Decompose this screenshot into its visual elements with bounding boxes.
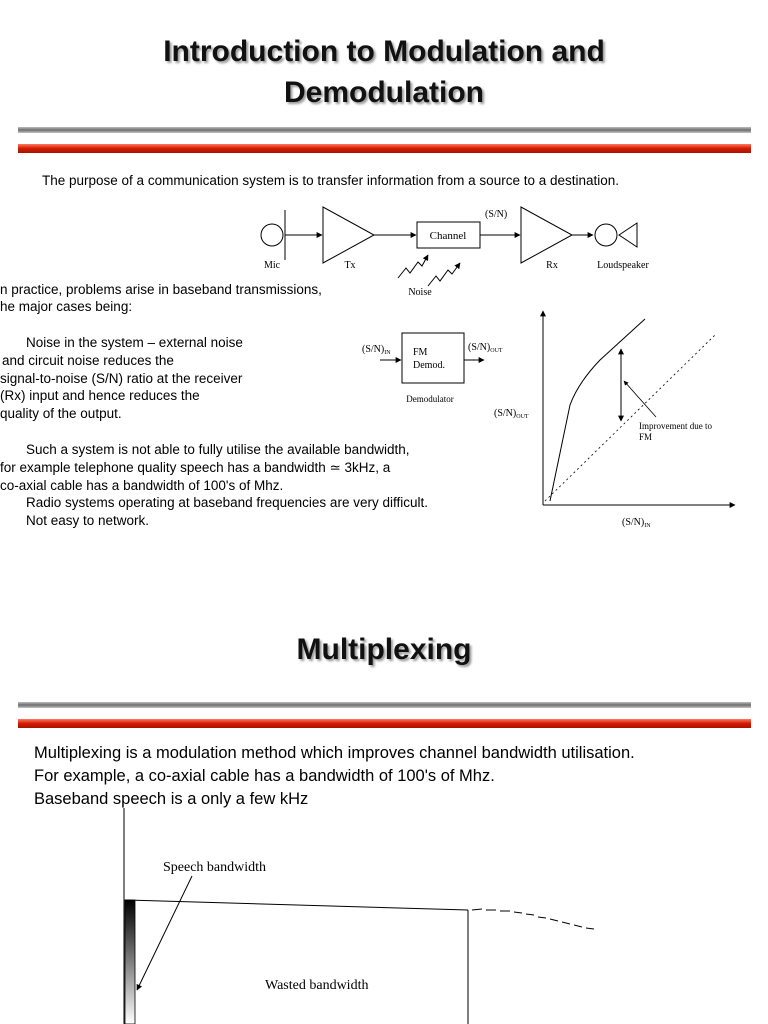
- tx-label: Tx: [344, 260, 356, 271]
- improvement-annotation-1: Improvement due to: [639, 421, 712, 431]
- mic-label: Mic: [263, 260, 281, 271]
- speech-bandwidth-label: Speech bandwidth: [163, 860, 267, 875]
- demod-sn-out: $(S/N)_{OUT}$: [468, 342, 503, 354]
- rx-amplifier-icon: [521, 207, 572, 263]
- noise-line-4: (Rx) input and hence reduces the: [0, 388, 200, 403]
- slide1-title-line2: Demodulation: [284, 76, 484, 109]
- fm-label: FM: [413, 347, 428, 358]
- noise-line-5: quality of the output.: [0, 406, 122, 421]
- speech-band: [125, 900, 135, 1024]
- graph-ylabel: $(S/N)_{OUT}$: [494, 408, 529, 420]
- mic-icon: [261, 224, 283, 246]
- noise-line-2: and circuit noise reduces the: [2, 353, 174, 368]
- noise-zigzag-icon: [398, 255, 428, 278]
- intro-line-2: he major cases being:: [0, 299, 133, 314]
- bandwidth-line-1: Such a system is not able to fully utilise the available bandwidth,: [26, 442, 410, 457]
- sn-label: (S/N): [485, 209, 508, 220]
- slide2-red-rule: [18, 719, 751, 728]
- demod-sn-in: $(S/N)_{IN}$: [362, 344, 391, 356]
- slide1-red-rule: [18, 144, 751, 153]
- loudspeaker-icon: [595, 224, 617, 246]
- slide2-title: Multiplexing: [296, 633, 472, 666]
- noise-label: Noise: [408, 287, 432, 298]
- radio-line: Radio systems operating at baseband frequencies are very difficult.: [26, 495, 428, 510]
- demodulator-caption: Demodulator: [406, 394, 454, 404]
- demod-label: Demod.: [413, 360, 445, 371]
- network-line: Not easy to network.: [26, 513, 150, 528]
- bandwidth-diagram: [110, 808, 610, 1024]
- improvement-annotation-2: FM: [639, 432, 653, 442]
- slide1-grey-rule: [18, 127, 751, 133]
- multiplex-line-3: Baseband speech is a only a few kHz: [34, 790, 309, 808]
- multiplex-line-1: Multiplexing is a modulation method which improves channel bandwidth utilisation.: [34, 744, 635, 762]
- channel-label: Channel: [429, 230, 467, 242]
- rx-label: Rx: [546, 260, 558, 271]
- intro-line-1: n practice, problems arise in baseband transmissions,: [0, 282, 322, 297]
- slide2-grey-rule: [18, 702, 751, 708]
- wasted-bandwidth-label: Wasted bandwidth: [265, 978, 369, 993]
- slide1-title-line1: Introduction to Modulation and: [163, 35, 605, 68]
- baseline-dotted-line: [545, 335, 715, 501]
- bandwidth-line-2: for example telephone quality speech has a bandwidth ≃ 3kHz, a: [0, 460, 391, 475]
- graph-xlabel: $(S/N)_{IN}$: [622, 517, 651, 529]
- multiplex-line-2: For example, a co-axial cable has a bandwidth of 100's of Mhz.: [34, 767, 495, 785]
- fm-demod-box: [402, 333, 464, 383]
- noise-line-1: Noise in the system – external noise: [26, 335, 243, 350]
- tx-amplifier-icon: [323, 207, 374, 263]
- fm-curve: [550, 319, 645, 501]
- bandwidth-line-3: co-axial cable has a bandwidth of 100's of Mhz.: [0, 478, 284, 493]
- purpose-text: The purpose of a communication system is to transfer information from a source to a destination.: [42, 173, 620, 188]
- loudspeaker-label: Loudspeaker: [597, 260, 649, 271]
- fm-improvement-graph: [490, 305, 745, 535]
- noise-line-3: signal-to-noise (S/N) ratio at the receiver: [0, 371, 243, 386]
